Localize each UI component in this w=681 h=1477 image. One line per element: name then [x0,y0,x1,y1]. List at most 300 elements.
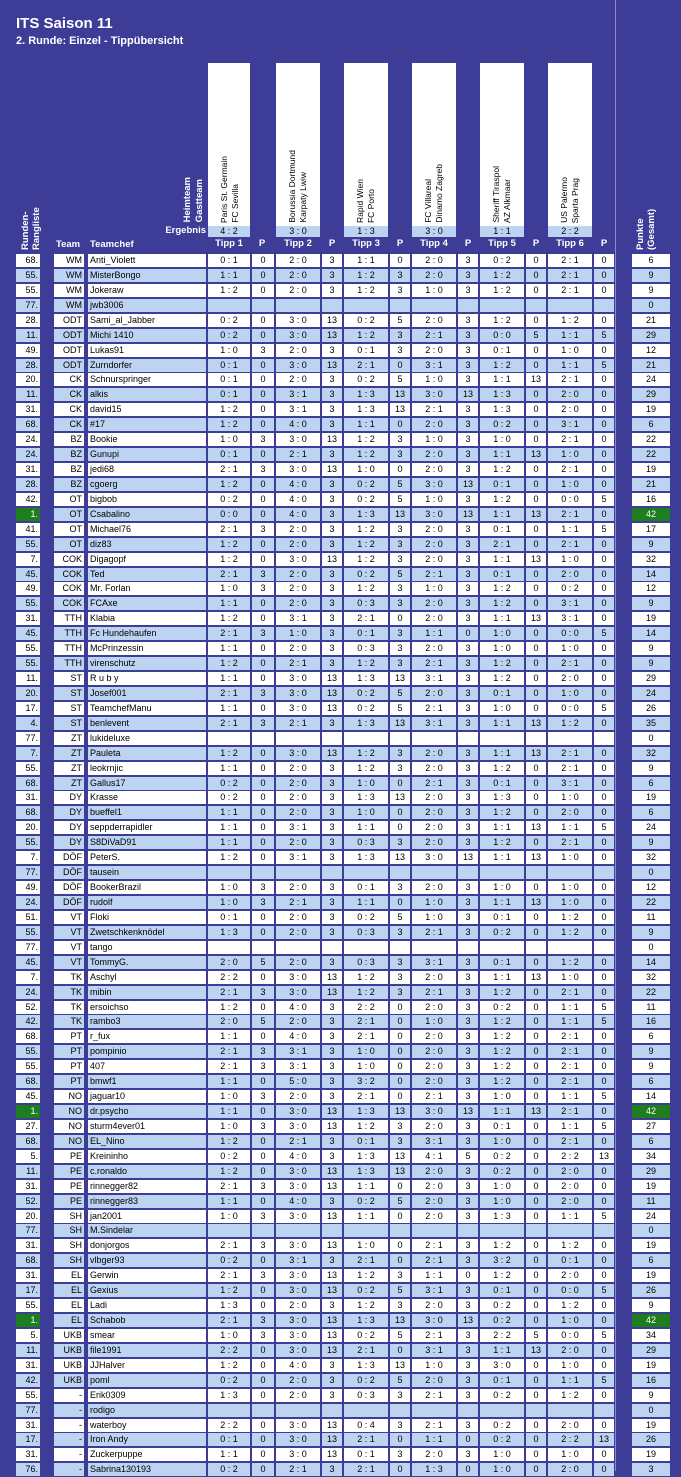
cell-p5: 0 [526,956,546,969]
cell-p1: 3 [252,1180,274,1193]
cell-p6 [594,941,614,954]
cell-teamchef: lukideluxe [88,732,206,745]
cell-p1: 3 [252,523,274,536]
cell-p3: 3 [390,448,410,461]
cell-punkte: 21 [632,359,670,372]
cell-p5: 0 [526,836,546,849]
cell-p2: 13 [322,1180,342,1193]
cell-p5: 0 [526,1045,546,1058]
cell-rank: 28. [16,359,40,372]
cell-p5: 13 [526,717,546,730]
cell-tipp1: 0 : 2 [208,1150,250,1163]
table-row [0,820,681,835]
cell-tipp2: 3 : 0 [276,971,320,984]
cell-tipp1: 1 : 1 [208,672,250,685]
cell-tipp1: 1 : 2 [208,403,250,416]
cell-tipp3: 1 : 2 [344,269,388,282]
cell-p4: 3 [458,747,478,760]
cell-tipp3: 1 : 2 [344,1299,388,1312]
cell-tipp6: 3 : 1 [548,597,592,610]
cell-teamchef: TommyG. [88,956,206,969]
cell-tipp3: 0 : 2 [344,478,388,491]
cell-rank: 68. [16,254,40,267]
cell-tipp4: 2 : 0 [412,821,456,834]
cell-p1: 0 [252,836,274,849]
cell-tipp2: 3 : 0 [276,1344,320,1357]
table-row [0,1223,681,1238]
cell-team: NO [54,1135,84,1148]
cell-punkte: 16 [632,493,670,506]
cell-tipp4: 1 : 0 [412,582,456,595]
cell-rank: 55. [16,926,40,939]
cell-team: - [54,1433,84,1446]
cell-p5: 0 [526,1284,546,1297]
table-row [0,1059,681,1074]
cell-rank: 55. [16,269,40,282]
table-row [0,1403,681,1418]
cell-tipp4: 2 : 1 [412,403,456,416]
cell-p6: 0 [594,1269,614,1282]
cell-p6: 0 [594,1448,614,1461]
cell-p4: 13 [458,851,478,864]
cell-tipp6: 1 : 1 [548,1015,592,1028]
cell-tipp5: 1 : 2 [480,314,524,327]
cell-tipp5: 1 : 0 [480,702,524,715]
table-row [0,1074,681,1089]
cell-tipp5: 1 : 2 [480,284,524,297]
cell-tipp4 [412,732,456,745]
cell-tipp3: 1 : 2 [344,1269,388,1282]
cell-p3: 3 [390,523,410,536]
cell-rank: 20. [16,1210,40,1223]
cell-p6: 5 [594,627,614,640]
cell-tipp3: 0 : 2 [344,702,388,715]
cell-tipp2: 4 : 0 [276,418,320,431]
cell-p4: 3 [458,1120,478,1133]
cell-tipp4: 2 : 0 [412,314,456,327]
cell-p5: 13 [526,747,546,760]
cell-tipp6: 0 : 0 [548,493,592,506]
cell-p5: 0 [526,418,546,431]
cell-teamchef: FCAxe [88,597,206,610]
cell-tipp5: 1 : 0 [480,1090,524,1103]
cell-punkte: 32 [632,851,670,864]
cell-tipp3: 1 : 0 [344,777,388,790]
table-row [0,477,681,492]
cell-teamchef: Zuckerpuppe [88,1448,206,1461]
cell-rank: 7. [16,747,40,760]
cell-tipp5 [480,866,524,879]
cell-tipp2: 2 : 1 [276,1463,320,1476]
cell-p1: 3 [252,433,274,446]
cell-p3: 13 [390,672,410,685]
cell-tipp6 [548,299,592,312]
cell-team: VT [54,926,84,939]
cell-tipp5: 1 : 2 [480,672,524,685]
cell-p3: 0 [390,1001,410,1014]
cell-p5: 13 [526,373,546,386]
table-row [0,492,681,507]
cell-tipp4: 2 : 0 [412,806,456,819]
cell-tipp2: 2 : 0 [276,642,320,655]
cell-tipp1 [208,299,250,312]
cell-p2: 13 [322,687,342,700]
cell-p6: 0 [594,1463,614,1476]
cell-tipp4: 3 : 0 [412,1105,456,1118]
cell-p1: 0 [252,851,274,864]
cell-p6: 0 [594,269,614,282]
cell-tipp4: 2 : 0 [412,1374,456,1387]
cell-tipp2: 3 : 0 [276,747,320,760]
cell-punkte: 34 [632,1150,670,1163]
cell-p1: 3 [252,344,274,357]
cell-tipp2: 3 : 1 [276,821,320,834]
cell-rank: 5. [16,1150,40,1163]
cell-rank: 42. [16,1015,40,1028]
cell-tipp6: 0 : 2 [548,582,592,595]
cell-tipp4: 2 : 0 [412,1195,456,1208]
cell-p3: 0 [390,1045,410,1058]
cell-p6: 0 [594,747,614,760]
cell-tipp3: 0 : 1 [344,627,388,640]
cell-tipp5: 1 : 2 [480,597,524,610]
cell-tipp4: 2 : 1 [412,1329,456,1342]
cell-punkte: 24 [632,821,670,834]
cell-p6: 13 [594,1433,614,1446]
match-header-4 [412,63,456,226]
cell-p3: 3 [390,1389,410,1402]
cell-p2 [322,1404,342,1417]
table-row [0,1000,681,1015]
cell-p5: 0 [526,269,546,282]
cell-tipp3: 1 : 2 [344,582,388,595]
cell-rank: 68. [16,777,40,790]
cell-team: ZT [54,732,84,745]
cell-tipp4: 2 : 1 [412,1239,456,1252]
cell-punkte: 11 [632,911,670,924]
cell-punkte: 35 [632,717,670,730]
cell-tipp5: 1 : 3 [480,388,524,401]
home-team-label: FC Villareal [423,179,433,223]
cell-tipp4: 3 : 0 [412,851,456,864]
cell-tipp4 [412,299,456,312]
cell-tipp6 [548,1224,592,1237]
cell-punkte: 19 [632,1419,670,1432]
cell-rank: 55. [16,657,40,670]
cell-teamchef: McPrinzessin [88,642,206,655]
cell-p6: 0 [594,1075,614,1088]
cell-rank: 31. [16,791,40,804]
cell-p2: 3 [322,851,342,864]
cell-p3: 3 [390,1419,410,1432]
cell-p3: 13 [390,1150,410,1163]
cell-team: PT [54,1030,84,1043]
cell-p2: 3 [322,642,342,655]
table-row [0,1089,681,1104]
cell-punkte: 6 [632,1075,670,1088]
cell-p6: 0 [594,956,614,969]
cell-p5: 0 [526,881,546,894]
cell-p1: 0 [252,254,274,267]
cell-p1: 0 [252,269,274,282]
cell-p6: 0 [594,1105,614,1118]
cell-team: VT [54,956,84,969]
cell-p4 [458,1404,478,1417]
cell-p2: 3 [322,1195,342,1208]
cell-p3: 3 [390,1120,410,1133]
cell-teamchef: bmwf1 [88,1075,206,1088]
cell-tipp6: 1 : 2 [548,911,592,924]
cell-tipp4: 1 : 1 [412,627,456,640]
cell-team: PE [54,1180,84,1193]
cell-p3: 0 [390,463,410,476]
cell-p3: 0 [390,1433,410,1446]
cell-p6: 5 [594,1329,614,1342]
cell-tipp5: 1 : 1 [480,508,524,521]
cell-tipp5: 0 : 1 [480,1284,524,1297]
cell-p4: 0 [458,627,478,640]
cell-tipp2: 3 : 0 [276,986,320,999]
cell-tipp2: 3 : 0 [276,1180,320,1193]
cell-tipp4: 2 : 1 [412,329,456,342]
cell-rank: 11. [16,1165,40,1178]
cell-p1: 0 [252,1254,274,1267]
tipp-column-header: Tipp 6 [556,238,584,249]
cell-tipp2: 3 : 0 [276,1284,320,1297]
cell-team: TTH [54,612,84,625]
cell-tipp2: 3 : 0 [276,463,320,476]
cell-tipp2: 2 : 0 [276,373,320,386]
cell-p1: 0 [252,1419,274,1432]
cell-p2: 13 [322,747,342,760]
cell-rank: 24. [16,986,40,999]
cell-p3: 3 [390,1299,410,1312]
cell-teamchef: diz83 [88,538,206,551]
cell-p1: 3 [252,1045,274,1058]
cell-p4: 3 [458,329,478,342]
cell-tipp2: 2 : 0 [276,806,320,819]
table-row [0,671,681,686]
cell-team: NO [54,1090,84,1103]
table-row [0,387,681,402]
cell-tipp4: 2 : 0 [412,1210,456,1223]
table-row [0,581,681,596]
cell-teamchef: M.Sindelar [88,1224,206,1237]
cell-punkte: 6 [632,254,670,267]
cell-p2: 13 [322,1344,342,1357]
cell-p5: 0 [526,284,546,297]
cell-p4 [458,1224,478,1237]
cell-punkte: 29 [632,1344,670,1357]
cell-tipp1: 0 : 1 [208,388,250,401]
cell-tipp1 [208,1224,250,1237]
cell-p6 [594,299,614,312]
cell-p1: 0 [252,553,274,566]
cell-tipp4: 3 : 1 [412,717,456,730]
cell-teamchef: ersoichso [88,1001,206,1014]
cell-punkte: 24 [632,1210,670,1223]
cell-tipp6 [548,941,592,954]
cell-tipp1: 1 : 1 [208,821,250,834]
cell-punkte: 34 [632,1329,670,1342]
cell-p3: 0 [390,777,410,790]
table-row [0,1238,681,1253]
cell-p4: 3 [458,1329,478,1342]
cell-tipp1: 2 : 1 [208,627,250,640]
cell-punkte: 19 [632,403,670,416]
cell-punkte: 19 [632,463,670,476]
cell-p3: 0 [390,1015,410,1028]
cell-punkte: 26 [632,1284,670,1297]
cell-punkte: 9 [632,1045,670,1058]
cell-p1: 0 [252,747,274,760]
cell-tipp3: 0 : 2 [344,1374,388,1387]
table-row [0,552,681,567]
cell-p4: 3 [458,448,478,461]
cell-tipp4: 2 : 0 [412,538,456,551]
cell-tipp3: 2 : 1 [344,359,388,372]
cell-p1: 0 [252,493,274,506]
cell-tipp1: 1 : 2 [208,1359,250,1372]
cell-tipp4: 2 : 0 [412,1120,456,1133]
cell-rank: 17. [16,702,40,715]
cell-tipp3 [344,299,388,312]
cell-tipp5: 0 : 1 [480,1374,524,1387]
cell-p3 [390,941,410,954]
match-result-3: 1 : 3 [344,226,388,237]
cell-teamchef: Klabia [88,612,206,625]
cell-p5: 0 [526,582,546,595]
cell-rank: 77. [16,866,40,879]
cell-rank: 77. [16,732,40,745]
cell-tipp2: 5 : 0 [276,1075,320,1088]
tipp-column-header: Tipp 3 [352,238,380,249]
cell-tipp4: 3 : 1 [412,1344,456,1357]
cell-p2: 3 [322,254,342,267]
cell-teamchef: Pauleta [88,747,206,760]
cell-team: ST [54,687,84,700]
cell-tipp4: 2 : 0 [412,1165,456,1178]
cell-tipp5: 1 : 1 [480,747,524,760]
cell-p4: 3 [458,821,478,834]
cell-team: TK [54,971,84,984]
cell-tipp5 [480,941,524,954]
cell-punkte: 9 [632,284,670,297]
cell-tipp2: 3 : 0 [276,1314,320,1327]
cell-punkte: 19 [632,1180,670,1193]
cell-tipp3: 1 : 3 [344,1150,388,1163]
cell-p1: 0 [252,538,274,551]
cell-p6: 0 [594,448,614,461]
cell-p4: 3 [458,1419,478,1432]
cell-p3: 5 [390,1195,410,1208]
cell-tipp3: 1 : 0 [344,1045,388,1058]
cell-tipp1: 1 : 1 [208,1195,250,1208]
cell-tipp2: 3 : 0 [276,1433,320,1446]
cell-p5: 13 [526,553,546,566]
table-row [0,701,681,716]
cell-tipp2: 3 : 0 [276,687,320,700]
cell-teamchef: Kreininho [88,1150,206,1163]
cell-tipp2 [276,866,320,879]
cell-team: DY [54,836,84,849]
cell-p2: 13 [322,1105,342,1118]
cell-p4: 13 [458,388,478,401]
cell-p4: 3 [458,553,478,566]
cell-tipp5: 1 : 0 [480,1195,524,1208]
cell-p1: 0 [252,777,274,790]
cell-p4: 3 [458,1389,478,1402]
cell-tipp1: 2 : 1 [208,1269,250,1282]
cell-team: ODT [54,314,84,327]
cell-p1 [252,1404,274,1417]
cell-punkte: 9 [632,926,670,939]
cell-teamchef: Aschyl [88,971,206,984]
cell-tipp6: 1 : 0 [548,896,592,909]
cell-rank: 1. [16,1105,40,1118]
cell-p4: 13 [458,478,478,491]
cell-tipp1: 0 : 2 [208,314,250,327]
cell-tipp5: 1 : 2 [480,986,524,999]
tipp-column-header: Tipp 5 [488,238,516,249]
cell-p4: 3 [458,911,478,924]
cell-rank: 49. [16,344,40,357]
cell-tipp1: 2 : 1 [208,717,250,730]
cell-teamchef: sturm4ever01 [88,1120,206,1133]
cell-tipp5: 1 : 2 [480,1075,524,1088]
cell-p1: 0 [252,1150,274,1163]
cell-p2: 13 [322,1120,342,1133]
cell-p1: 3 [252,1060,274,1073]
cell-p5: 13 [526,896,546,909]
cell-p3: 3 [390,657,410,670]
cell-tipp2: 2 : 0 [276,791,320,804]
cell-p1: 0 [252,806,274,819]
cell-tipp6: 2 : 1 [548,762,592,775]
cell-p6: 0 [594,597,614,610]
cell-rank: 4. [16,717,40,730]
cell-tipp6: 2 : 0 [548,806,592,819]
cell-p2 [322,1224,342,1237]
cell-team: ODT [54,329,84,342]
cell-punkte: 6 [632,1135,670,1148]
cell-tipp2: 2 : 0 [276,777,320,790]
table-row [0,1164,681,1179]
table-row [0,462,681,477]
cell-team: EL [54,1284,84,1297]
cell-tipp3: 0 : 1 [344,344,388,357]
cell-p2: 3 [322,1150,342,1163]
cell-teamchef: Lukas91 [88,344,206,357]
cell-p5: 0 [526,1195,546,1208]
cell-tipp3: 0 : 3 [344,642,388,655]
cell-p3: 13 [390,1165,410,1178]
table-row [0,1328,681,1343]
cell-tipp4: 1 : 0 [412,1359,456,1372]
cell-p6: 0 [594,1254,614,1267]
cell-tipp1: 1 : 2 [208,657,250,670]
cell-p2: 13 [322,463,342,476]
cell-p2: 3 [322,582,342,595]
cell-p6: 0 [594,568,614,581]
cell-tipp2: 2 : 0 [276,1090,320,1103]
cell-p6: 5 [594,1001,614,1014]
table-row [0,895,681,910]
cell-teamchef: 407 [88,1060,206,1073]
cell-p2: 3 [322,806,342,819]
cell-p3: 5 [390,314,410,327]
cell-tipp5: 1 : 2 [480,359,524,372]
